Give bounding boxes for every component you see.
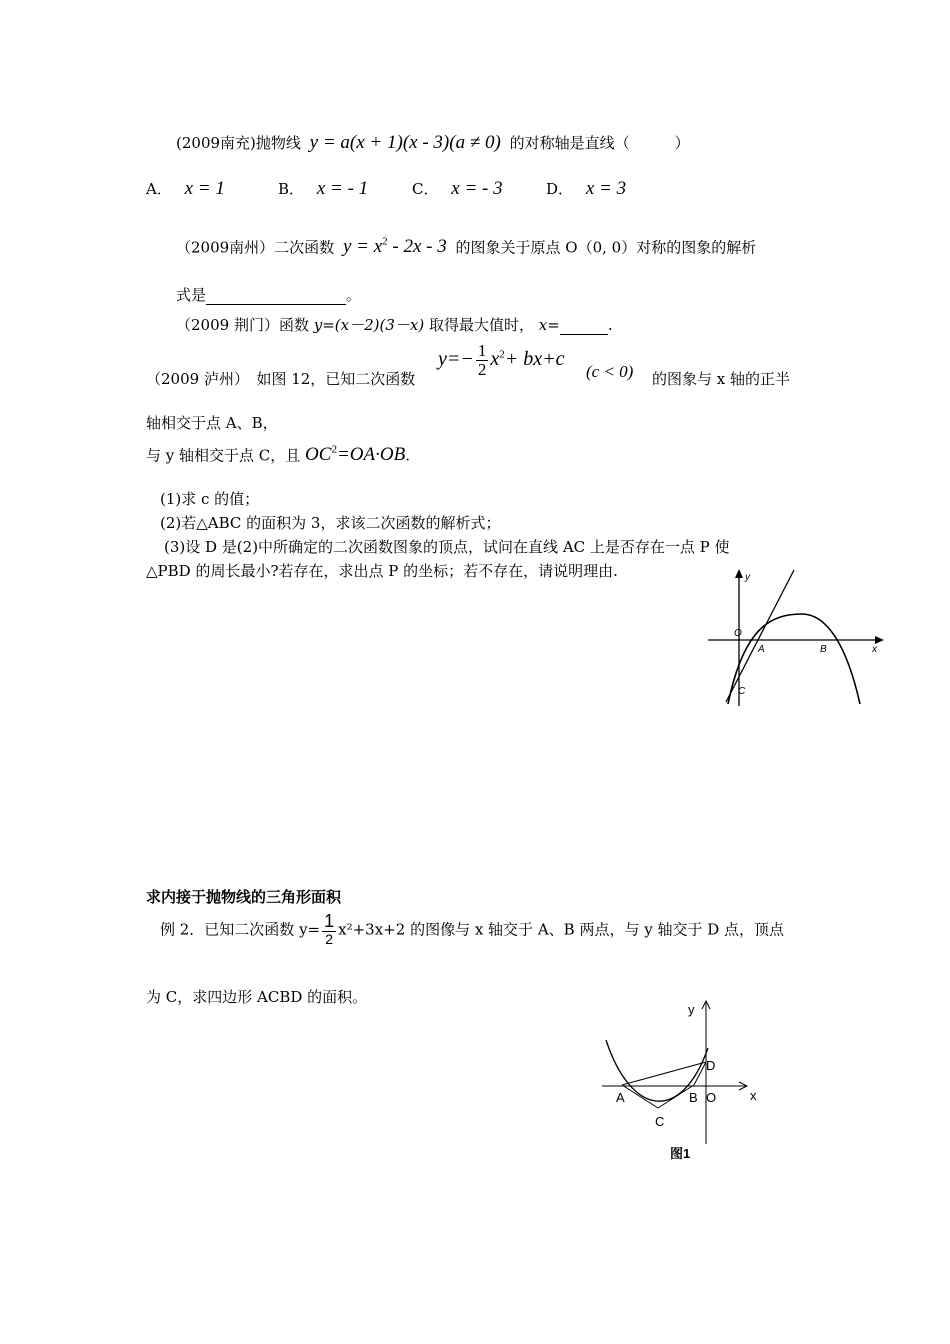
- example-fraction: $\frac{1}{2}$: [324, 911, 335, 947]
- q2-suffix: 的图象关于原点 O（0, 0）对称的图象的解析: [455, 238, 757, 257]
- segment-ac: [622, 1085, 658, 1108]
- q2-source: （2009南州）二次函数: [176, 238, 335, 257]
- label-d: D: [706, 1058, 716, 1073]
- label-o: O: [734, 628, 742, 639]
- q4-line2: 轴相交于点 A、B，: [146, 414, 278, 432]
- q3-source: （2009 荆门）函数: [176, 316, 309, 334]
- label-c: C: [738, 686, 746, 697]
- q4-condition: (c < 0): [586, 362, 634, 381]
- q4-suffix: 的图象与 x 轴的正半: [652, 370, 790, 388]
- option-value: x = - 3: [451, 178, 503, 199]
- q1-stem: [176, 132, 690, 155]
- q4-line3: 与 y 轴相交于点 C，且 $OC^2=OA\cdot OB$.: [146, 444, 410, 466]
- q3-middle: 取得最大值时，: [428, 316, 534, 334]
- q2-answer-line: [176, 286, 361, 305]
- q1-suffix: 的对称轴是直线（ ）: [509, 134, 690, 152]
- option-value: x = 1: [184, 178, 225, 199]
- q3-stem: [176, 316, 613, 335]
- label-x: x: [872, 644, 877, 655]
- option-value: x = - 1: [316, 178, 369, 199]
- q3-func: y=(x－2)(3－x): [313, 316, 425, 334]
- label-y: y: [688, 1002, 695, 1017]
- q4-sub3b: △PBD 的周长最小?若存在，求出点 P 的坐标；若不存在，请说明理由.: [146, 562, 618, 580]
- example-post: x²+3x+2 的图像与 x 轴交于 A、B 两点，与 y 轴交于 D 点，顶点: [338, 920, 785, 939]
- q2-answer-blank[interactable]: [206, 286, 346, 305]
- q2-formula: $y = x^2 - 2x - 3$: [342, 236, 447, 258]
- q4-source: （2009 泸州） 如图 12，已知二次函数: [146, 370, 416, 388]
- option-label: B．: [278, 180, 305, 198]
- q4-line3-formula: $OC^2=OA\cdot OB$: [305, 444, 406, 466]
- q1-option-a: [146, 178, 225, 201]
- q2-line2-end: 。: [346, 286, 362, 304]
- q4-sub2: (2)若△ABC 的面积为 3，求该二次函数的解析式；: [160, 514, 501, 532]
- label-c: C: [655, 1114, 665, 1129]
- frac-denominator: 2: [477, 359, 487, 379]
- section-heading: 求内接于抛物线的三角形面积: [146, 888, 342, 906]
- q4-sub1: (1)求 c 的值；: [160, 490, 260, 508]
- example-pre: 例 2．已知二次函数 y=: [160, 920, 321, 939]
- figure-caption: 图1: [670, 1146, 691, 1161]
- label-b: B: [820, 644, 827, 655]
- q2-line2: 式是: [176, 286, 207, 304]
- segment-ad: [622, 1062, 706, 1085]
- q3-end: .: [607, 316, 613, 334]
- y-axis-arrow-icon: [735, 569, 743, 578]
- label-b: B: [689, 1090, 698, 1105]
- q1-source: (2009南充)抛物线: [176, 134, 301, 152]
- q3-answer-blank[interactable]: [560, 316, 608, 335]
- frac-numerator: 1: [477, 341, 487, 360]
- q1-option-d: [546, 178, 626, 201]
- option-label: A．: [146, 180, 172, 198]
- x-axis-arrow-icon: [875, 636, 884, 644]
- example-line1: [160, 912, 784, 947]
- label-a: A: [758, 644, 765, 655]
- label-a: A: [616, 1090, 625, 1105]
- q1-formula: y = a(x + 1)(x - 3)(a ≠ 0): [309, 132, 501, 153]
- q4-formula: y=− $\frac{1}{2}$ $x^2+ bx+c$: [438, 341, 565, 379]
- figure-1: [596, 996, 768, 1166]
- label-y: y: [745, 572, 750, 583]
- option-label: C．: [412, 180, 439, 198]
- label-o: O: [706, 1090, 717, 1105]
- example-line2: 为 C，求四边形 ACBD 的面积。: [146, 988, 368, 1006]
- label-x: x: [750, 1088, 757, 1103]
- q1-option-c: [412, 178, 503, 201]
- q1-option-b: [278, 178, 368, 201]
- option-label: D．: [546, 180, 574, 198]
- q4-sub3a: (3)设 D 是(2)中所确定的二次函数图象的顶点，试问在直线 AC 上是否存在一点 P 使: [164, 538, 730, 556]
- option-value: x = 3: [585, 178, 627, 199]
- figure-12: [702, 566, 888, 706]
- q2-stem: [176, 236, 756, 259]
- q3-var: x=: [538, 316, 560, 334]
